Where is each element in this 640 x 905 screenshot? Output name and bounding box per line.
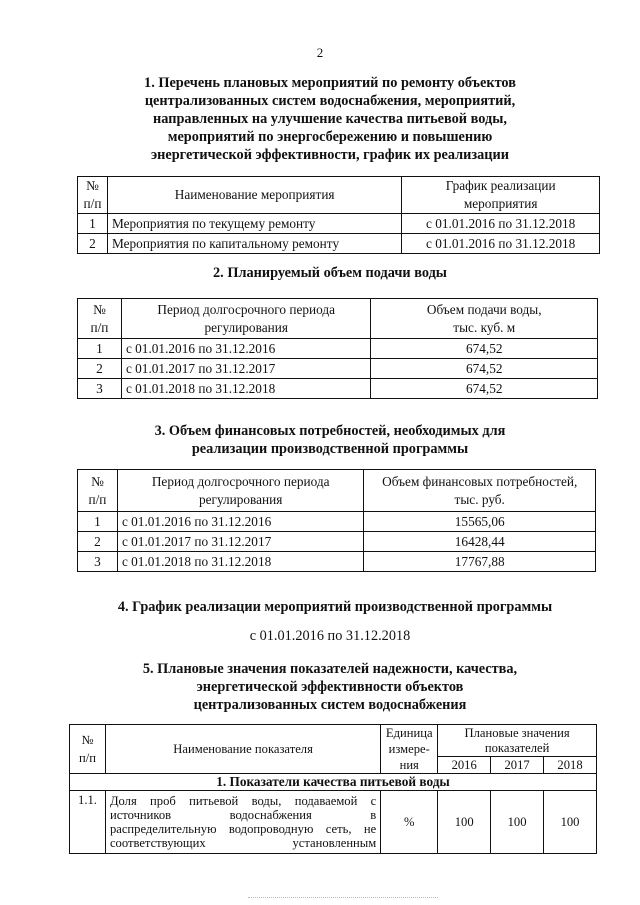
- period-cell: с 01.01.2018 по 31.12.2018: [121, 379, 371, 399]
- indicator-name-line: распределительную водопроводную сеть, не: [109, 822, 377, 836]
- section5-title-line: энергетической эффективности объектов: [196, 679, 464, 695]
- indicator-name: [105, 791, 380, 854]
- unit-header: [381, 725, 438, 774]
- section4-period: с 01.01.2016 по 31.12.2018: [249, 628, 411, 644]
- volume-header-line: тыс. куб. м: [453, 319, 516, 335]
- table-row: [70, 791, 597, 854]
- section3-title-line: реализации производственной программы: [191, 441, 469, 457]
- period-cell: с 01.01.2017 по 31.12.2017: [121, 359, 371, 379]
- table-row: [78, 214, 600, 234]
- indicator-name-line: Доля проб питьевой воды, подаваемой с: [109, 794, 377, 808]
- financial-cell: 16428,44: [364, 532, 596, 552]
- period-cell: с 01.01.2016 по 31.12.2016: [121, 339, 371, 359]
- section3-table: [77, 469, 596, 572]
- planned-values-header: [438, 725, 597, 757]
- volume-cell: 674,52: [371, 339, 598, 359]
- section1-table: [77, 176, 600, 254]
- period-cell: с 01.01.2018 по 31.12.2018: [117, 552, 364, 572]
- section1-title-line: централизованных систем водоснабжения, мероприятий,: [144, 93, 516, 109]
- period-header-line: регулирования: [204, 319, 288, 335]
- row-number: 1: [78, 339, 122, 359]
- section5-table: [69, 724, 597, 854]
- indicator-name-line: соответствующих установленным: [109, 836, 377, 850]
- row-number: 1: [78, 214, 108, 234]
- section5-title: [60, 660, 600, 714]
- activity-name: Мероприятия по капитальному ремонту: [107, 234, 401, 254]
- financial-cell: 17767,88: [364, 552, 596, 572]
- section1-title-line: 1. Перечень плановых мероприятий по ремонту объектов: [144, 75, 516, 91]
- financial-header-line: тыс. руб.: [454, 491, 505, 507]
- indicator-name-line: источников водоснабжения в: [109, 808, 377, 822]
- year-header-2018: 2018: [544, 757, 597, 774]
- section3-title-line: 3. Объем финансовых потребностей, необходимых для: [154, 423, 506, 439]
- table-row: [78, 532, 596, 552]
- table-header-row: [78, 470, 596, 512]
- section4-title: 4. График реализации мероприятий производственной программы: [117, 599, 553, 615]
- indicator-name-header: Наименование показателя: [105, 725, 380, 774]
- num-header-line: №: [81, 733, 94, 747]
- scan-artifact-line: [248, 897, 438, 898]
- section1-title-line: мероприятий по энергосбережению и повышению: [167, 129, 493, 145]
- table-row: [78, 234, 600, 254]
- num-header-line: п/п: [83, 196, 102, 211]
- row-number: 1: [78, 512, 118, 532]
- table-row: [78, 512, 596, 532]
- value-2016: 100: [438, 791, 491, 854]
- period-header: [121, 299, 371, 339]
- table-row: [78, 379, 598, 399]
- num-header-line: п/п: [88, 491, 107, 507]
- unit-cell: %: [381, 791, 438, 854]
- schedule-header: [402, 177, 600, 214]
- table-row: [78, 339, 598, 359]
- table-header-row: [70, 725, 597, 757]
- page-number: 2: [316, 45, 324, 60]
- table-row: [78, 552, 596, 572]
- num-header: [78, 177, 108, 214]
- num-header-line: №: [91, 473, 104, 489]
- table-header-row: [78, 299, 598, 339]
- name-header: Наименование мероприятия: [107, 177, 401, 214]
- period-header-line: Период долгосрочного периода: [151, 473, 330, 489]
- section1-title-line: направленных на улучшение качества питьевой воды,: [153, 111, 507, 127]
- planned-header-line: Плановые значения: [464, 725, 570, 740]
- num-header: [78, 299, 122, 339]
- row-number: 1.1.: [70, 791, 106, 854]
- section5-title-line: 5. Плановые значения показателей надежности, качества,: [142, 661, 518, 677]
- section5-title-line: централизованных систем водоснабжения: [193, 697, 467, 713]
- volume-header-line: Объем подачи воды,: [426, 301, 542, 317]
- num-header-line: п/п: [90, 319, 109, 335]
- num-header-line: п/п: [78, 751, 96, 765]
- section3-title: [60, 422, 600, 458]
- year-header-2016: 2016: [438, 757, 491, 774]
- section1-title: [60, 74, 600, 164]
- table-row: [78, 359, 598, 379]
- financial-header-line: Объем финансовых потребностей,: [382, 473, 578, 489]
- row-number: 3: [78, 552, 118, 572]
- value-2018: 100: [544, 791, 597, 854]
- period-cell: с 01.01.2016 по 31.12.2016: [117, 512, 364, 532]
- volume-header: [371, 299, 598, 339]
- num-header: [78, 470, 118, 512]
- schedule-header-line: График реализации: [445, 178, 556, 193]
- financial-cell: 15565,06: [364, 512, 596, 532]
- row-number: 2: [78, 234, 108, 254]
- num-header-line: №: [86, 178, 99, 193]
- value-2017: 100: [491, 791, 544, 854]
- period-header-line: регулирования: [198, 491, 283, 507]
- row-number: 3: [78, 379, 122, 399]
- period-cell: с 01.01.2017 по 31.12.2017: [117, 532, 364, 552]
- row-number: 2: [78, 532, 118, 552]
- group-row: [70, 774, 597, 791]
- volume-cell: 674,52: [371, 379, 598, 399]
- planned-header-line: показателей: [484, 740, 550, 755]
- section1-title-line: энергетической эффективности, график их реализации: [150, 147, 510, 163]
- period-header-line: Период долгосрочного периода: [157, 301, 336, 317]
- section2-table: [77, 298, 598, 399]
- period-header: [117, 470, 364, 512]
- activity-schedule: с 01.01.2016 по 31.12.2018: [402, 214, 600, 234]
- section2-title: 2. Планируемый объем подачи воды: [213, 265, 447, 281]
- row-number: 2: [78, 359, 122, 379]
- schedule-header-line: мероприятия: [463, 196, 538, 211]
- activity-name: Мероприятия по текущему ремонту: [107, 214, 401, 234]
- table-header-row: [78, 177, 600, 214]
- unit-header-line: Единица: [385, 726, 433, 740]
- volume-cell: 674,52: [371, 359, 598, 379]
- unit-header-line: ния: [399, 758, 419, 772]
- year-header-2017: 2017: [491, 757, 544, 774]
- num-header-line: №: [93, 301, 106, 317]
- num-header: [70, 725, 106, 774]
- group-title: 1. Показатели качества питьевой воды: [70, 774, 597, 791]
- unit-header-line: измере-: [388, 742, 430, 756]
- activity-schedule: с 01.01.2016 по 31.12.2018: [402, 234, 600, 254]
- financial-header: [364, 470, 596, 512]
